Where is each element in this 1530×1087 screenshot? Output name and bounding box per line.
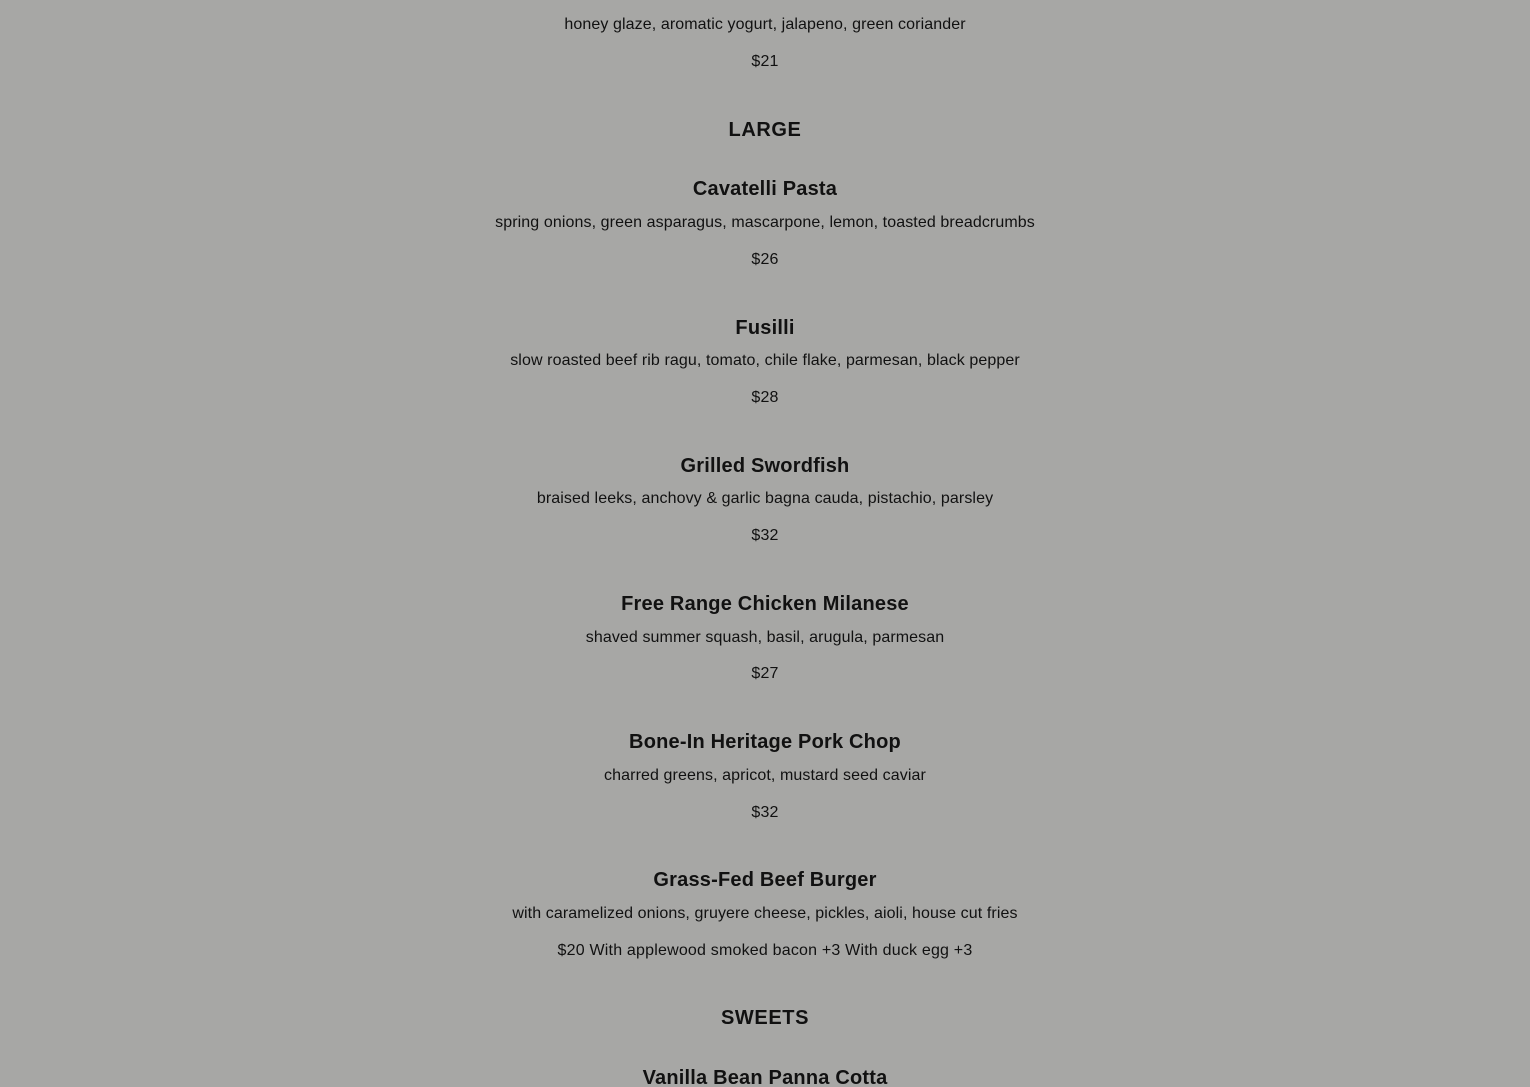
menu-item-name: Free Range Chicken Milanese <box>621 593 909 615</box>
menu-item-price: $20 With applewood smoked bacon +3 With duck egg +3 <box>557 942 973 959</box>
menu-item-description: honey glaze, aromatic yogurt, jalapeno, green coriander <box>564 16 966 33</box>
menu-item-price: $21 <box>751 53 779 70</box>
menu-item-description: with caramelized onions, gruyere cheese, pickles, aioli, house cut fries <box>512 905 1018 922</box>
menu-item-price: $27 <box>751 665 779 682</box>
menu-item-name: Vanilla Bean Panna Cotta <box>642 1067 888 1087</box>
menu-item-name: Bone-In Heritage Pork Chop <box>629 731 901 753</box>
menu-item-price: $26 <box>751 251 779 268</box>
section-title-large: LARGE <box>728 119 802 141</box>
menu-item-description: braised leeks, anchovy & garlic bagna cauda, pistachio, parsley <box>536 490 994 507</box>
menu-item-description: shaved summer squash, basil, arugula, parmesan <box>585 629 945 646</box>
menu-item-name: Grass-Fed Beef Burger <box>653 869 877 891</box>
menu-item-name: Fusilli <box>735 317 795 339</box>
menu-item-price: $32 <box>751 527 779 544</box>
menu-item-description: charred greens, apricot, mustard seed caviar <box>604 767 926 784</box>
menu-item-description: slow roasted beef rib ragu, tomato, chile flake, parmesan, black pepper <box>510 352 1020 369</box>
menu-item-name: Cavatelli Pasta <box>692 178 838 200</box>
menu-item-name: Grilled Swordfish <box>680 455 850 477</box>
section-title-sweets: SWEETS <box>720 1007 810 1029</box>
menu-item-price: $32 <box>751 804 779 821</box>
menu-item-price: $28 <box>751 389 779 406</box>
menu-item-description: spring onions, green asparagus, mascarpone, lemon, toasted breadcrumbs <box>495 214 1035 231</box>
